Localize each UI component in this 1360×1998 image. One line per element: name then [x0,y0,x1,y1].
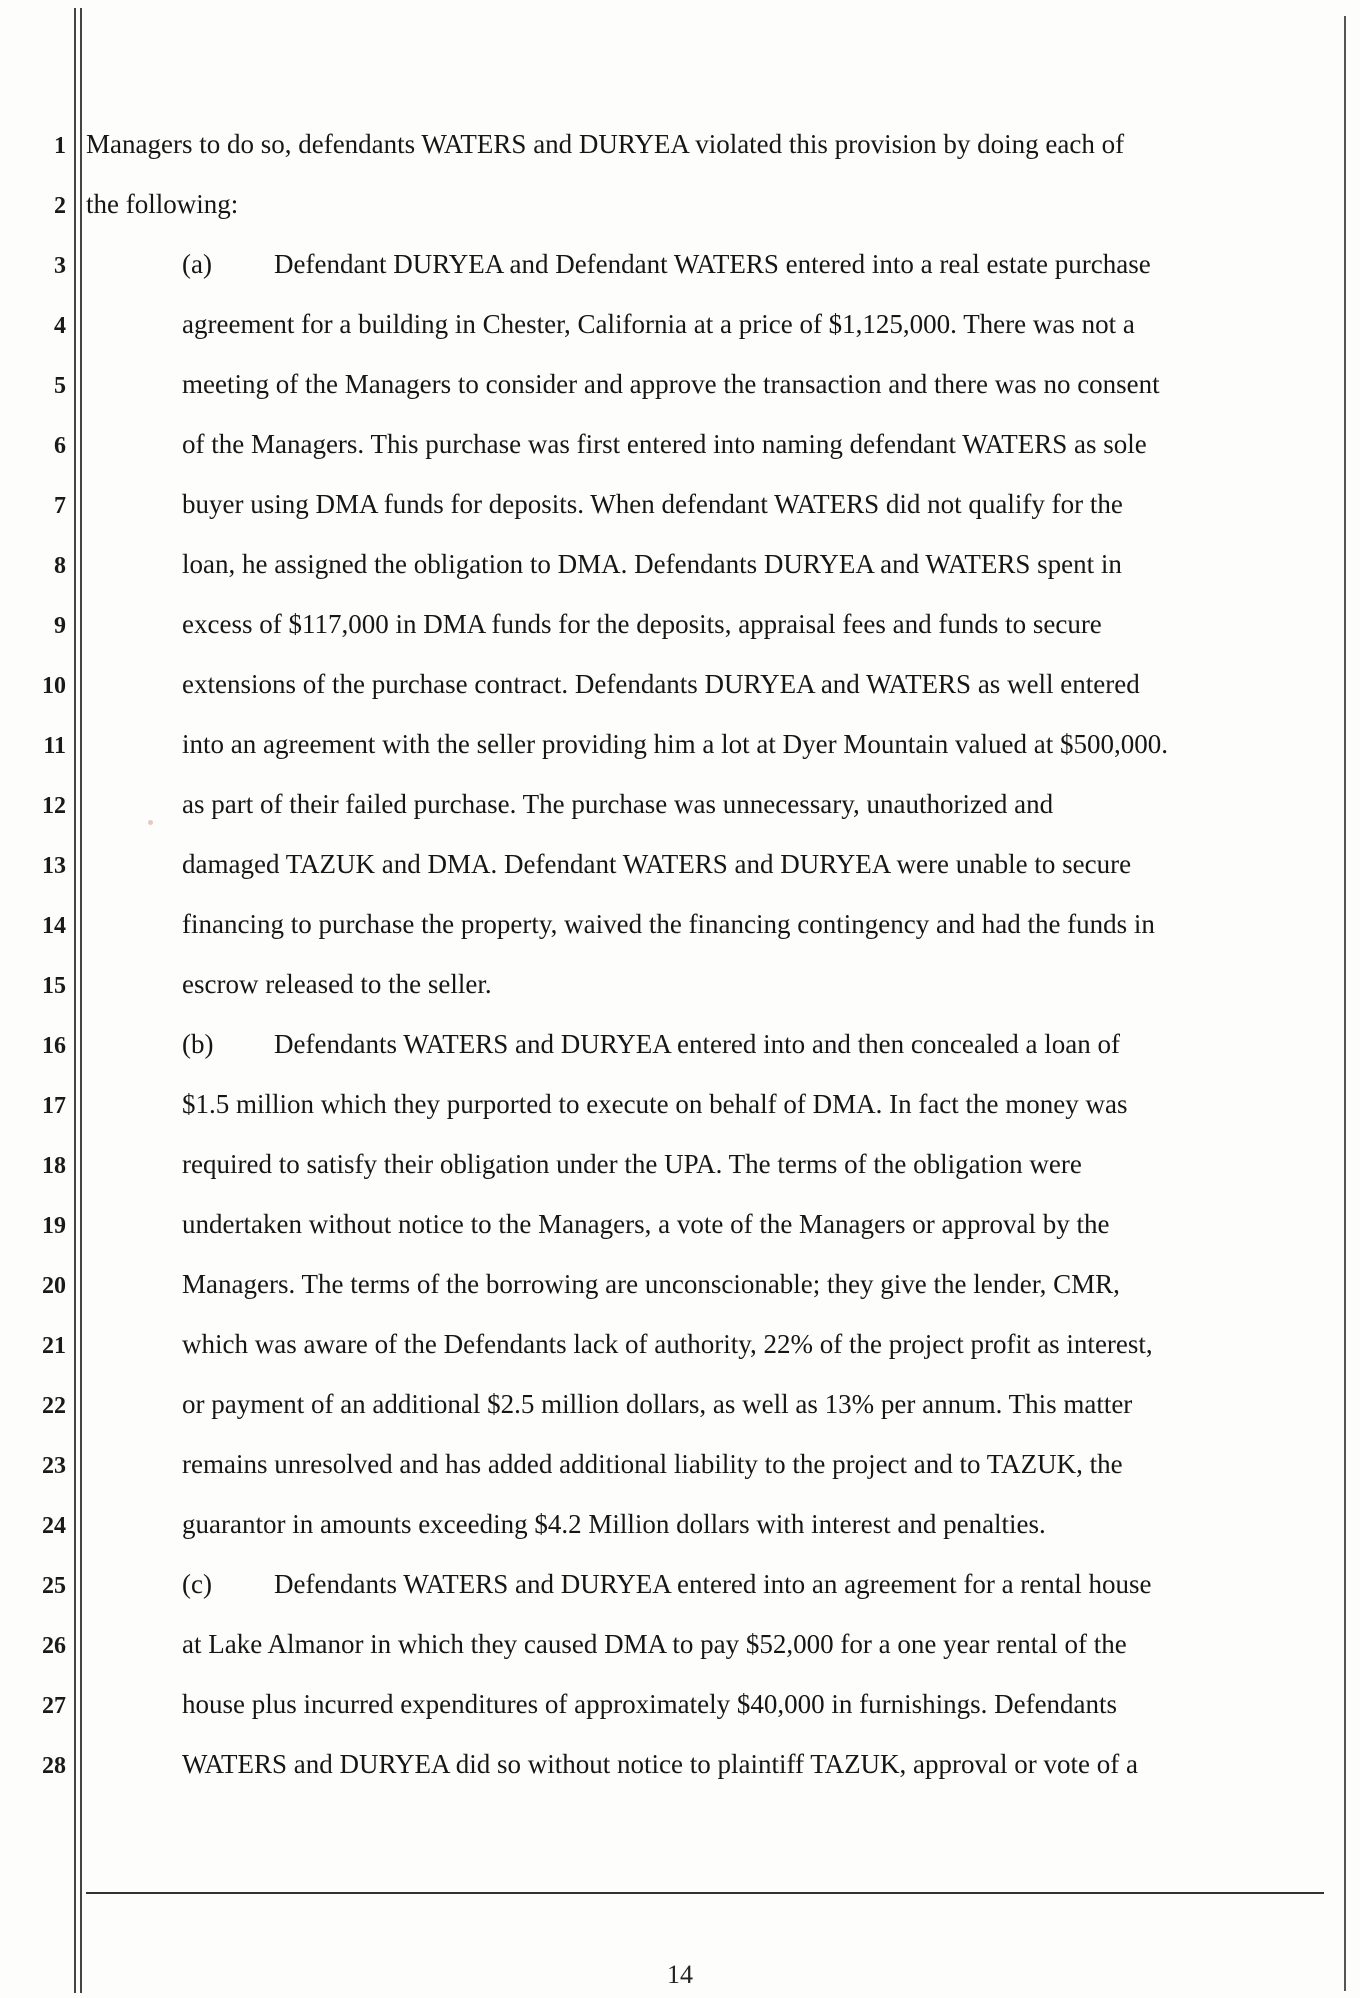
line-number: 16 [42,1033,66,1059]
line-text: loan, he assigned the obligation to DMA. Defendants DURYEA and WATERS spent in [182,549,1122,579]
text-line [182,488,1123,520]
text-line [182,968,492,1000]
line-number: 4 [54,313,66,339]
text-line [182,308,1135,340]
line-number: 3 [54,253,66,279]
line-number: 15 [42,973,66,999]
line-text: Defendants WATERS and DURYEA entered into an agreement for a rental house [274,1569,1152,1599]
line-text: guarantor in amounts exceeding $4.2 Million dollars with interest and penalties. [182,1509,1046,1539]
text-line [182,248,1151,280]
line-number: 12 [42,793,66,819]
text-line [182,368,1160,400]
line-text: as part of their failed purchase. The purchase was unnecessary, unauthorized and [182,789,1054,819]
line-text: remains unresolved and has added additional liability to the project and to TAZUK, the [182,1449,1123,1479]
line-text: required to satisfy their obligation under the UPA. The terms of the obligation were [182,1149,1082,1179]
line-text: financing to purchase the property, waived the financing contingency and had the funds in [182,909,1155,939]
line-text: into an agreement with the seller providing him a lot at Dyer Mountain valued at $500,000. [182,729,1169,759]
line-number: 21 [42,1333,66,1359]
line-number: 7 [54,493,66,519]
text-line [182,728,1168,760]
line-number: 6 [54,433,66,459]
line-text: Defendant DURYEA and Defendant WATERS entered into a real estate purchase [274,249,1151,279]
line-number: 13 [42,853,66,879]
line-text: WATERS and DURYEA did so without notice to plaintiff TAZUK, approval or vote of a [182,1749,1138,1779]
text-line [182,1628,1127,1660]
line-number: 23 [42,1453,66,1479]
line-number: 2 [54,193,66,219]
line-text: Managers. The terms of the borrowing are unconscionable; they give the lender, CMR, [182,1269,1120,1299]
line-text: damaged TAZUK and DMA. Defendant WATERS and DURYEA were unable to secure [182,849,1132,879]
paragraph-marker: (c) [182,1569,212,1599]
text-line [182,788,1053,820]
line-text: meeting of the Managers to consider and approve the transaction and there was no consent [182,369,1160,399]
line-number: 22 [42,1393,66,1419]
text-line [182,848,1131,880]
line-text: at Lake Almanor in which they caused DMA to pay $52,000 for a one year rental of the [182,1629,1127,1659]
line-text: $1.5 million which they purported to execute on behalf of DMA. In fact the money was [182,1089,1128,1119]
line-text: excess of $117,000 in DMA funds for the deposits, appraisal fees and funds to secure [182,609,1102,639]
line-number: 27 [42,1693,66,1719]
line-text: the following: [86,189,239,219]
line-text: agreement for a building in Chester, California at a price of $1,125,000. There was not a [182,309,1135,339]
right-margin-rule [1344,16,1346,1991]
line-number: 10 [42,673,66,699]
line-text: of the Managers. This purchase was first entered into naming defendant WATERS as sole [182,429,1147,459]
text-line [86,128,1124,160]
line-number: 1 [54,133,66,159]
paragraph-marker: (a) [182,249,212,279]
text-line [182,1148,1082,1180]
text-line [182,1568,1152,1600]
text-line [182,1028,1120,1060]
text-line [182,908,1155,940]
line-text: extensions of the purchase contract. Defendants DURYEA and WATERS as well entered [182,669,1140,699]
line-number: 14 [42,913,66,939]
text-line [182,1688,1117,1720]
line-number: 20 [42,1273,66,1299]
text-line [182,548,1122,580]
line-text: house plus incurred expenditures of approximately $40,000 in furnishings. Defendants [182,1689,1118,1719]
line-text: undertaken without notice to the Managers, a vote of the Managers or approval by the [182,1209,1110,1239]
paragraph-marker: (b) [182,1029,214,1059]
text-line [182,1748,1138,1780]
footer-rule [86,1892,1324,1894]
left-margin-rule [74,8,76,1993]
text-line [182,668,1140,700]
line-number: 26 [42,1633,66,1659]
text-line [182,1328,1153,1360]
line-number: 9 [54,613,66,639]
line-number: 11 [43,733,66,759]
line-number: 25 [42,1573,66,1599]
line-number: 17 [42,1093,66,1119]
text-line [182,1388,1132,1420]
text-line [182,1208,1109,1240]
line-number: 24 [42,1513,66,1539]
page-number: 14 [667,1960,693,1989]
line-text: buyer using DMA funds for deposits. When defendant WATERS did not qualify for the [182,489,1123,519]
line-text: or payment of an additional $2.5 million dollars, as well as 13% per annum. This matter [182,1389,1133,1419]
text-line [182,1448,1123,1480]
line-number: 5 [54,373,66,399]
line-text: Managers to do so, defendants WATERS and DURYEA violated this provision by doing each of [86,129,1125,159]
paper-speck [148,820,153,825]
line-text: escrow released to the seller. [182,969,492,999]
text-line [182,428,1147,460]
left-margin-rule-inner [80,8,82,1993]
text-line [182,1508,1046,1540]
line-text: Defendants WATERS and DURYEA entered into and then concealed a loan of [274,1029,1121,1059]
line-number: 18 [42,1153,66,1179]
text-line [182,1268,1120,1300]
text-line [182,608,1102,640]
line-text: which was aware of the Defendants lack of authority, 22% of the project profit as interest, [182,1329,1153,1359]
line-number: 8 [54,553,66,579]
text-line [182,1088,1128,1120]
line-number: 28 [42,1753,66,1779]
line-number: 19 [42,1213,66,1239]
text-line [86,188,238,220]
